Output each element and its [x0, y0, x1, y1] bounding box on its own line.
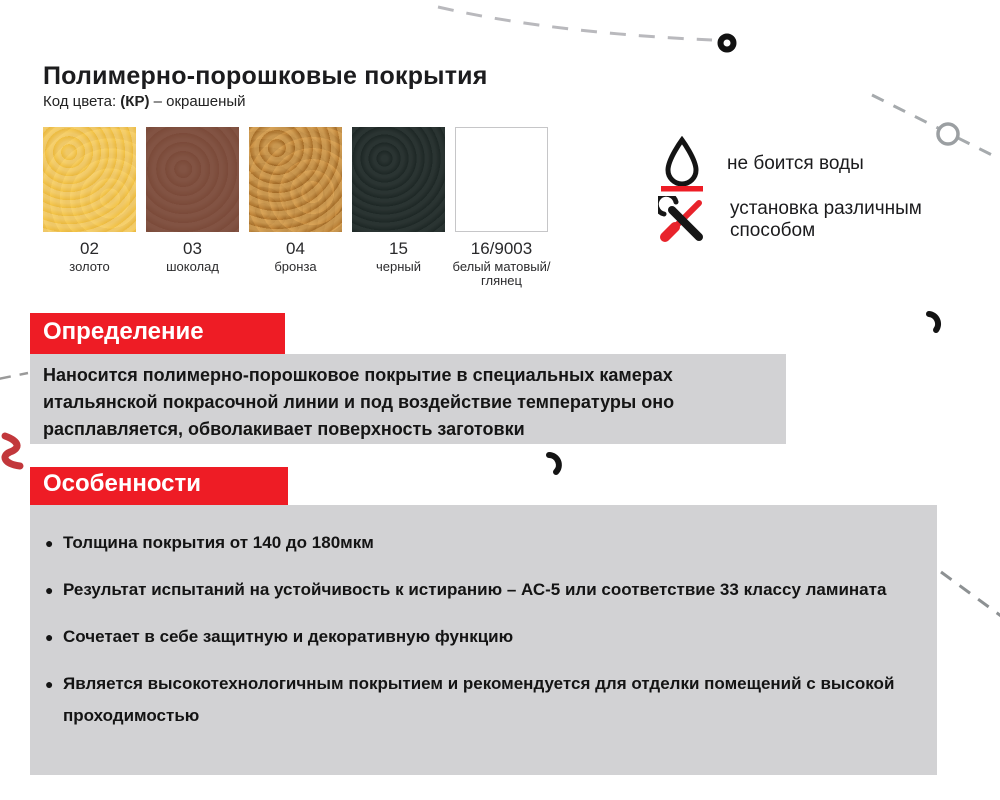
subtitle-code: (КР): [120, 93, 150, 110]
swatch-bronze: [249, 127, 342, 288]
definition-heading: [30, 313, 285, 354]
red-squiggle-left: [5, 436, 20, 466]
swatch-color-box: [146, 127, 239, 232]
swatch-label: [439, 239, 564, 288]
subtitle-prefix: Код цвета:: [43, 93, 121, 110]
page-title: Полимерно-порошковые покрытия: [43, 62, 488, 90]
feature-bullet: [45, 621, 919, 653]
bullet-marker: ●: [45, 676, 54, 692]
swatch-code: 16/9003: [470, 239, 533, 258]
features-body: [30, 505, 937, 775]
feature-bullet: [45, 574, 919, 606]
features-heading: [30, 467, 288, 505]
dashed-line-right-top: [872, 95, 1000, 163]
feature-water-resistant: [661, 136, 864, 192]
swatch-name: шоколад: [166, 259, 219, 274]
swatch-name: черный: [375, 259, 422, 274]
swatch-code: 03: [183, 239, 202, 258]
bullet-marker: ●: [45, 535, 54, 551]
feature-bullet: [45, 668, 919, 732]
swatch-chocolate: [146, 127, 239, 288]
feature-installation: [658, 196, 968, 244]
donut-dot: [721, 37, 734, 50]
crescent-middle: [549, 455, 559, 472]
bullet-marker: ●: [45, 582, 54, 598]
swatch-code: 04: [286, 239, 305, 258]
swatch-texture: [352, 127, 445, 232]
circle-outline: [938, 124, 958, 144]
swatch-texture: [249, 127, 342, 232]
red-underline: [661, 186, 703, 192]
features-heading-label: Особенности: [43, 470, 202, 497]
swatch-name: белый матовый/глянец: [452, 259, 551, 288]
swatch-color-box: [352, 127, 445, 232]
swatch-code: 15: [389, 239, 408, 258]
tools-icon: [658, 196, 706, 244]
swatch-palette: [43, 127, 551, 288]
color-code-subtitle: [43, 93, 246, 110]
feature-label: не боится воды: [727, 153, 864, 174]
swatch-white: [452, 127, 551, 288]
swatch-color-box: [249, 127, 342, 232]
swatch-color-box: [455, 127, 548, 232]
swatch-texture: [43, 127, 136, 232]
swatch-black: [352, 127, 445, 288]
definition-text: Наносится полимерно-порошковое покрытие в специальных камерах итальянской покрасочной линии и под воздействие температуры оно расплавляется, обволакивает поверхность заготовки: [43, 365, 675, 439]
definition-heading-label: Определение: [43, 317, 204, 345]
feature-label: установка различным способом: [730, 198, 922, 241]
swatch-texture: [146, 127, 239, 232]
feature-bullet: [45, 527, 919, 559]
dashes-left: [0, 373, 28, 379]
swatch-name: бронза: [274, 259, 317, 274]
swatch-color-box: [43, 127, 136, 232]
definition-body: [30, 354, 786, 444]
dashed-curve-top: [438, 7, 712, 40]
swatch-code: 02: [80, 239, 99, 258]
bullet-marker: ●: [45, 629, 54, 645]
swatch-name: золото: [69, 259, 110, 274]
subtitle-suffix: – окрашеный: [149, 93, 246, 110]
swatch-gold: [43, 127, 136, 288]
water-drop-icon: [661, 136, 703, 192]
dashed-line-right-bottom: [941, 572, 1000, 624]
bullet-text: Результат испытаний на устойчивость к истиранию – АС-5 или соответствие 33 классу ламината: [63, 580, 887, 599]
bullet-text: Сочетает в себе защитную и декоративную функцию: [63, 627, 514, 646]
bullet-text: Является высокотехнологичным покрытием и рекомендуется для отделки помещений с высокой проходимостью: [63, 674, 895, 725]
bullet-text: Толщина покрытия от 140 до 180мкм: [63, 533, 374, 552]
crescent-right: [929, 314, 938, 330]
